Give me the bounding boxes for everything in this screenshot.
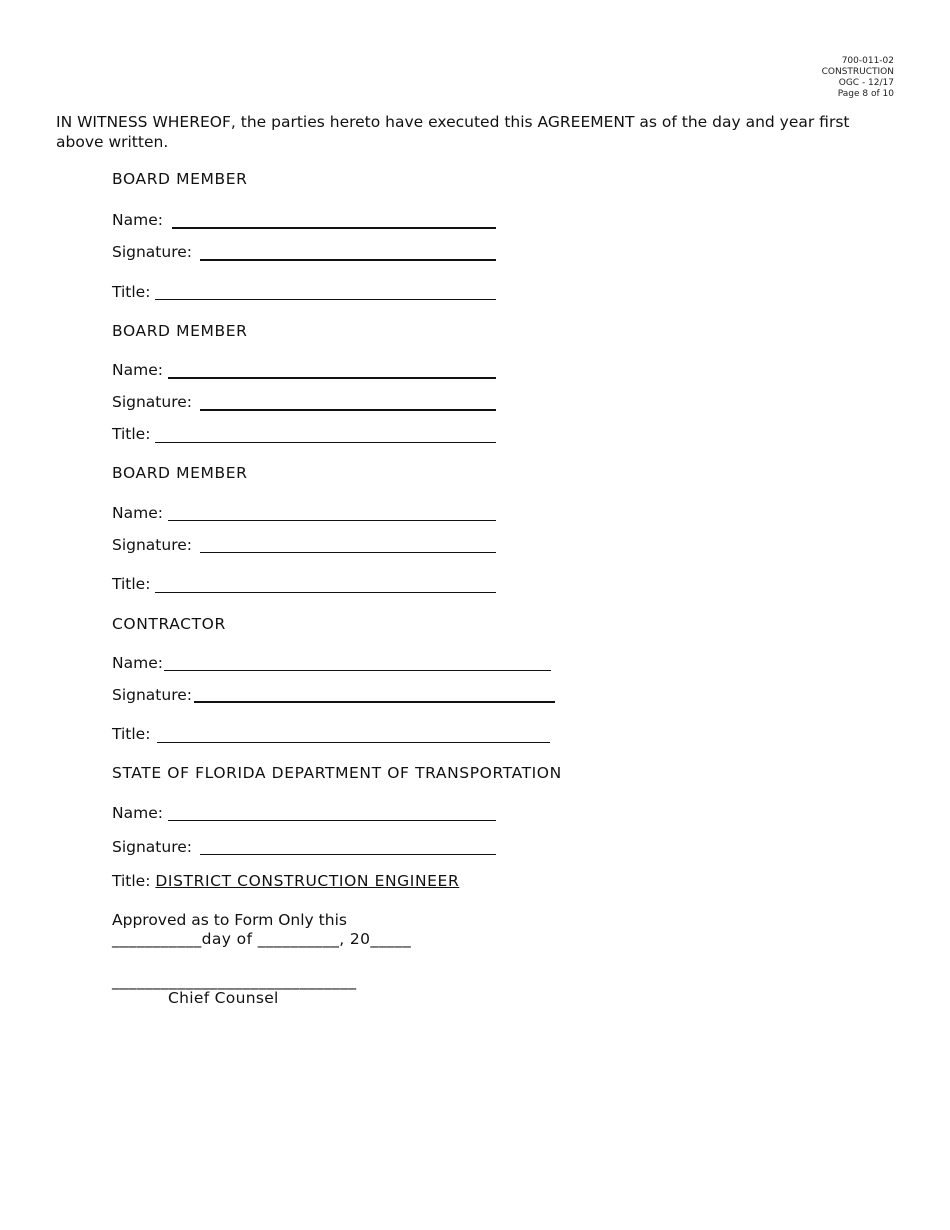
approval-date-line: ___________day of __________, 20_____	[112, 930, 412, 948]
title-field[interactable]	[155, 299, 496, 300]
approval-line: Approved as to Form Only this	[112, 911, 347, 929]
form-number: 700-011-02	[841, 56, 894, 66]
signature-label: Signature:	[112, 393, 192, 411]
signature-field[interactable]	[200, 259, 496, 261]
chief-counsel-signature-line[interactable]: ______________________________	[112, 972, 357, 990]
signature-label: Signature:	[112, 243, 192, 261]
title-label: Title:	[112, 872, 151, 890]
name-field[interactable]	[168, 520, 496, 521]
title-value: DISTRICT CONSTRUCTION ENGINEER	[155, 872, 460, 890]
section-heading-contractor: CONTRACTOR	[112, 615, 226, 633]
name-label: Name:	[112, 504, 163, 522]
signature-field[interactable]	[200, 409, 496, 411]
section-heading-board-member-3: BOARD MEMBER	[112, 464, 248, 482]
title-field[interactable]	[155, 442, 496, 443]
signature-label: Signature:	[112, 536, 192, 554]
intro-paragraph: IN WITNESS WHEREOF, the parties hereto have executed this AGREEMENT as of the day and year first above written.	[56, 113, 850, 151]
title-label: Title:	[112, 283, 151, 301]
signature-field[interactable]	[200, 854, 496, 855]
title-row	[112, 872, 459, 890]
section-heading-board-member-2: BOARD MEMBER	[112, 322, 248, 340]
name-field[interactable]	[168, 820, 496, 821]
form-category: CONSTRUCTION	[821, 67, 894, 77]
section-heading-fdot: STATE OF FLORIDA DEPARTMENT OF TRANSPORTATION	[112, 764, 562, 782]
name-field[interactable]	[172, 227, 496, 229]
chief-counsel-label: Chief Counsel	[168, 989, 279, 1007]
title-field[interactable]	[155, 592, 496, 593]
page-number: Page 8 of 10	[837, 89, 894, 99]
name-label: Name:	[112, 804, 163, 822]
title-field[interactable]	[157, 742, 550, 743]
title-label: Title:	[112, 725, 151, 743]
signature-field[interactable]	[200, 552, 496, 553]
title-label: Title:	[112, 575, 151, 593]
form-revision: OGC - 12/17	[838, 78, 894, 88]
name-label: Name:	[112, 654, 163, 672]
name-field[interactable]	[168, 377, 496, 379]
signature-field[interactable]	[194, 701, 555, 703]
name-label: Name:	[112, 361, 163, 379]
title-label: Title:	[112, 425, 151, 443]
section-heading-board-member-1: BOARD MEMBER	[112, 170, 248, 188]
signature-label: Signature:	[112, 838, 192, 856]
signature-label: Signature:	[112, 686, 192, 704]
name-field[interactable]	[164, 670, 551, 671]
name-label: Name:	[112, 211, 163, 229]
